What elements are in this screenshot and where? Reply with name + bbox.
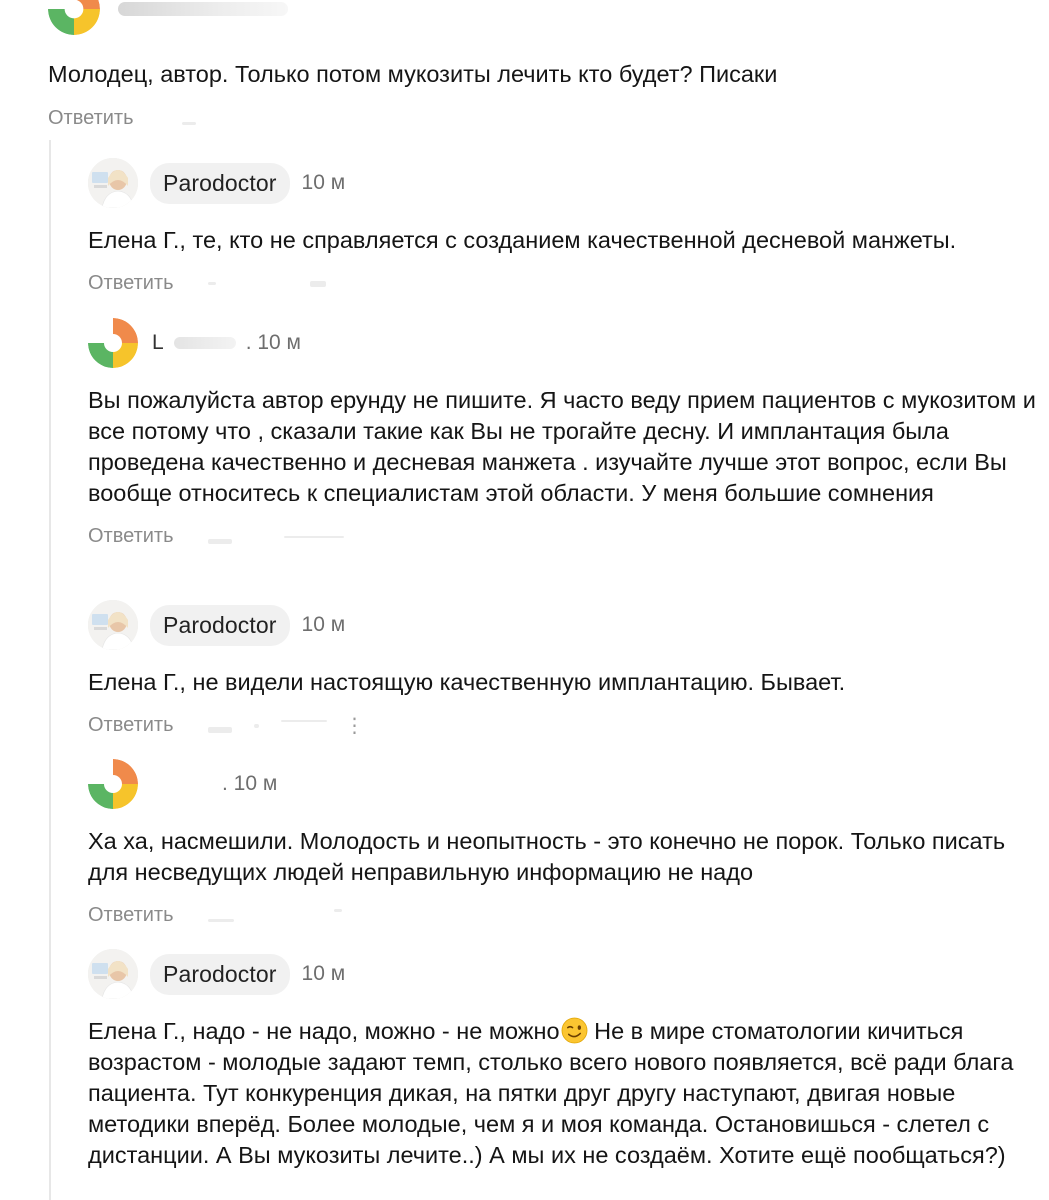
comment-actions [88,714,1038,737]
comment-text: Вы пожалуйста автор ерунду не пишите. Я часто веду прием пациентов с мукозитом и все потому что , сказали такие как Вы не трогайте десну. И имплантация была проведена качественно и десневая манжета . изучайте лучше этот вопрос, если Вы вообще относитесь к специалистам этой области. У меня большие сомнения [88,387,1043,506]
comment-text: Молодец, автор. Только потом мукозиты лечить кто будет? Писаки [48,61,778,87]
comment-text: Елена Г., не видели настоящую качественную имплантацию. Бывает. [88,669,846,695]
reply-button[interactable]: Ответить [88,904,174,926]
faded-reactions [208,529,344,544]
comment-text-part: Не в мире стоматологии кичиться возрастом - молодые задают темп, столько всего нового появляется, всё ради блага пациента. Тут конкуренция дикая, на пятки друг другу наступают, двигая новые методики вперёд. Более молодые, чем я и моя команда. Остановишься - слетел с дистанции. А Вы мукозиты лечите..) А мы их не создаём. Хотите ещё пообщаться?) [88,1018,1021,1168]
comment-text [88,1016,1038,1171]
thread-line [49,140,51,1200]
more-options-icon[interactable]: ⋮ [344,714,365,737]
author-name-chip[interactable]: Parodoctor [150,163,290,204]
comment-header [88,318,1038,368]
user-avatar[interactable] [88,759,138,809]
winking-face-emoji-icon [561,1017,588,1044]
comment-text: Ха ха, насмешили. Молодость и неопытность - это конечно не порок. Только писать для несведущих людей неправильную информацию не надо [88,828,1012,885]
user-avatar[interactable] [88,318,138,368]
reply-button[interactable]: Ответить [88,525,174,547]
reply-button[interactable]: Ответить [48,107,134,129]
comment-actions [88,525,1038,548]
faded-icon [208,727,232,733]
faded-reactions [208,909,342,922]
comment-time: 10 м [301,171,346,194]
faded-reactions [208,281,326,287]
reply-button[interactable]: Ответить [88,714,174,736]
faded-icon [254,724,259,728]
faded-icon [281,720,327,722]
comment-time: 10 м [301,613,346,636]
author-initial: L [152,331,164,354]
reply-comment [88,600,1038,737]
faded-icon [208,919,234,922]
top-comment [48,0,1008,130]
comment-time: . 10 м [245,331,301,354]
faded-reactions [208,719,327,733]
faded-icon [334,909,342,912]
comment-header [88,158,1038,208]
reply-comment [88,759,1038,927]
comment-time: . 10 м [222,772,278,795]
user-avatar[interactable] [48,0,100,35]
faded-icon [182,122,196,125]
author-name[interactable] [152,331,246,355]
faded-icon [310,281,326,287]
doctor-photo-icon [88,158,138,208]
blurred-author-name [118,2,288,16]
author-name-chip[interactable]: Parodoctor [150,605,290,646]
blurred-author-name [174,337,236,349]
reply-comment [88,949,1038,1171]
reply-comment [88,318,1043,548]
comment-actions [88,272,1038,295]
author-name-chip[interactable]: Parodoctor [150,954,290,995]
author-photo-avatar[interactable] [88,949,138,999]
comment-actions [88,904,1038,927]
comment-time: 10 м [301,962,346,985]
reply-button[interactable]: Ответить [88,272,174,294]
comment-text: Елена Г., те, кто не справляется с созданием качественной десневой манжеты. [88,227,957,253]
doctor-photo-icon [88,949,138,999]
comment-header [88,759,1038,809]
colorful-avatar-icon [88,759,138,809]
author-photo-avatar[interactable] [88,600,138,650]
author-photo-avatar[interactable] [88,158,138,208]
comment-actions [48,107,1008,130]
comment-header [88,600,1038,650]
colorful-avatar-icon [88,318,138,368]
faded-icon [208,539,232,544]
doctor-photo-icon [88,600,138,650]
comment-header [88,949,1038,999]
comment-text-part: Елена Г., надо - не надо, можно - не можно [88,1018,560,1044]
reply-comment [88,158,1038,295]
colorful-avatar-icon [48,0,100,35]
comment-header [48,0,1008,40]
faded-icon [284,536,344,538]
faded-icon [208,282,216,285]
